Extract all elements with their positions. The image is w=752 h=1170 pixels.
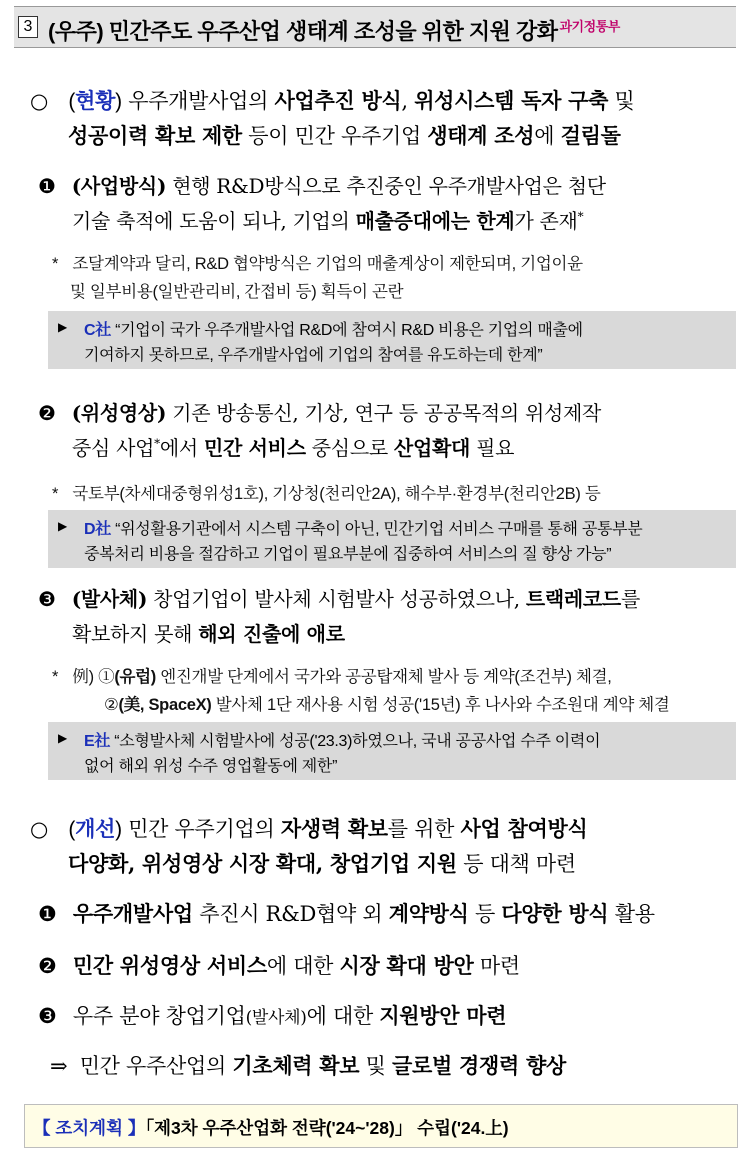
item1-quote-box (48, 311, 736, 369)
item3-quote-line-2: 없어 해외 위성 수주 영업활동에 제한” (84, 758, 338, 775)
item3-label: 발사체 (80, 587, 138, 611)
improve-line-2: 다양화, 위성영상 시장 확대, 창업기업 지원 등 대책 마련 (68, 851, 576, 876)
marker-2: ❷ (38, 954, 57, 978)
plan-3: ❸ 우주 분야 창업기업(발사체)에 대한 지원방안 마련 (38, 1003, 507, 1028)
item2-quote-line-2: 중복처리 비용을 절감하고 기업이 필요부분에 집중하여 서비스의 질 향상 가능” (84, 546, 612, 563)
triangle-marker: ▶ (58, 731, 68, 745)
item3-note-line-1: * 例) ①(유럽) 엔진개발 단계에서 국가와 공공탑재체 발사 등 계약(조건부) 체결, (52, 668, 612, 686)
marker-3: ❸ (38, 587, 56, 611)
section-title (48, 15, 620, 46)
item1-quote-line-1: C社 “기업이 국가 우주개발사업 R&D에 참여시 R&D 비용은 기업의 매출에 (84, 322, 583, 339)
triangle-marker: ▶ (58, 519, 68, 533)
ministry-tag: 과기정통부 (559, 19, 620, 34)
item1-quote-line-2: 기여하지 못하므로, 우주개발사업에 기업의 참여를 유도하는데 한계” (84, 347, 543, 364)
item3-line-2: 확보하지 못해 해외 진출에 애로 (72, 622, 345, 646)
marker-1: ❶ (38, 174, 56, 198)
right-arrow-icon: ⇒ (50, 1054, 68, 1078)
item3-quote-line-1: E社 “소형발사체 시험발사에 성공('23.3)하였으나, 국내 공공사업 수주 이력이 (84, 733, 601, 750)
company-d: D社 (84, 521, 111, 538)
item2-line-1: ❷ (위성영상) 기존 방송통신, 기상, 연구 등 공공목적의 위성제작 (38, 401, 602, 425)
circle-bullet: ○ (30, 89, 49, 113)
item2-label: 위성영상 (80, 401, 157, 425)
item1-label: 사업방식 (80, 174, 157, 198)
triangle-marker: ▶ (58, 320, 68, 334)
section-number: 3 (18, 16, 38, 38)
item3-note-line-2: ②(美, SpaceX) 발사체 1단 재사용 시험 성공('15년) 후 나사와 수조원대 계약 체결 (104, 696, 670, 714)
section-title-bar (14, 6, 736, 48)
item1-line-1: ❶ (사업방식) 현행 R&D방식으로 추진중인 우주개발사업은 첨단 (38, 174, 606, 198)
action-plan-text: 「제3차 우주산업화 전략('24~'28)」 수립('24.上) (145, 1118, 509, 1138)
status-line-2: 성공이력 확보 제한 등이 민간 우주기업 생태계 조성에 걸림돌 (68, 123, 621, 148)
plan-2: ❷ 민간 위성영상 서비스에 대한 시장 확대 방안 마련 (38, 953, 520, 978)
improve-line-1: ○ (개선) 민간 우주기업의 자생력 확보를 위한 사업 참여방식 (30, 816, 588, 841)
item2-quote-line-1: D社 “위성활용기관에서 시스템 구축이 아닌, 민간기업 서비스 구매를 통해 공통부분 (84, 521, 643, 538)
result-line: ⇒ 민간 우주산업의 기초체력 확보 및 글로벌 경쟁력 향상 (50, 1053, 566, 1078)
marker-3: ❸ (38, 1004, 57, 1028)
action-plan-label: 【 조치계획 】 (33, 1118, 146, 1138)
circle-bullet: ○ (30, 817, 49, 841)
item1-note-line-2: 및 일부비용(일반관리비, 간접비 등) 획득이 곤란 (70, 283, 404, 301)
section-title-text: (우주) 민간주도 우주산업 생태계 조성을 위한 지원 강화 (48, 19, 558, 44)
plan-1: ❶ 우주개발사업 추진시 R&D협약 외 계약방식 등 다양한 방식 활용 (38, 901, 655, 926)
action-plan-box (24, 1104, 738, 1148)
company-c: C社 (84, 322, 111, 339)
item2-line-2: 중심 사업*에서 민간 서비스 중심으로 산업확대 필요 (72, 436, 515, 460)
item1-line-2: 기술 축적에 도움이 되나, 기업의 매출증대에는 한계가 존재* (72, 209, 584, 233)
status-label: 현황 (75, 90, 116, 113)
marker-2: ❷ (38, 401, 56, 425)
item2-quote-box (48, 510, 736, 568)
item3-line-1: ❸ (발사체) 창업기업이 발사체 시험발사 성공하였으나, 트랙레코드를 (38, 587, 640, 611)
marker-1: ❶ (38, 902, 57, 926)
item3-quote-box (48, 722, 736, 780)
item1-note-line-1: * 조달계약과 달리, R&D 협약방식은 기업의 매출계상이 제한되며, 기업이윤 (52, 255, 583, 273)
action-plan (33, 1115, 509, 1140)
status-line-1: ○ (현황) 우주개발사업의 사업추진 방식, 위성시스템 독자 구축 및 (30, 88, 635, 113)
improve-label: 개선 (75, 818, 116, 841)
company-e: E社 (84, 733, 111, 750)
item2-note-line-1: * 국토부(차세대중형위성1호), 기상청(천리안2A), 해수부·환경부(천리안2B) 등 (52, 485, 601, 503)
